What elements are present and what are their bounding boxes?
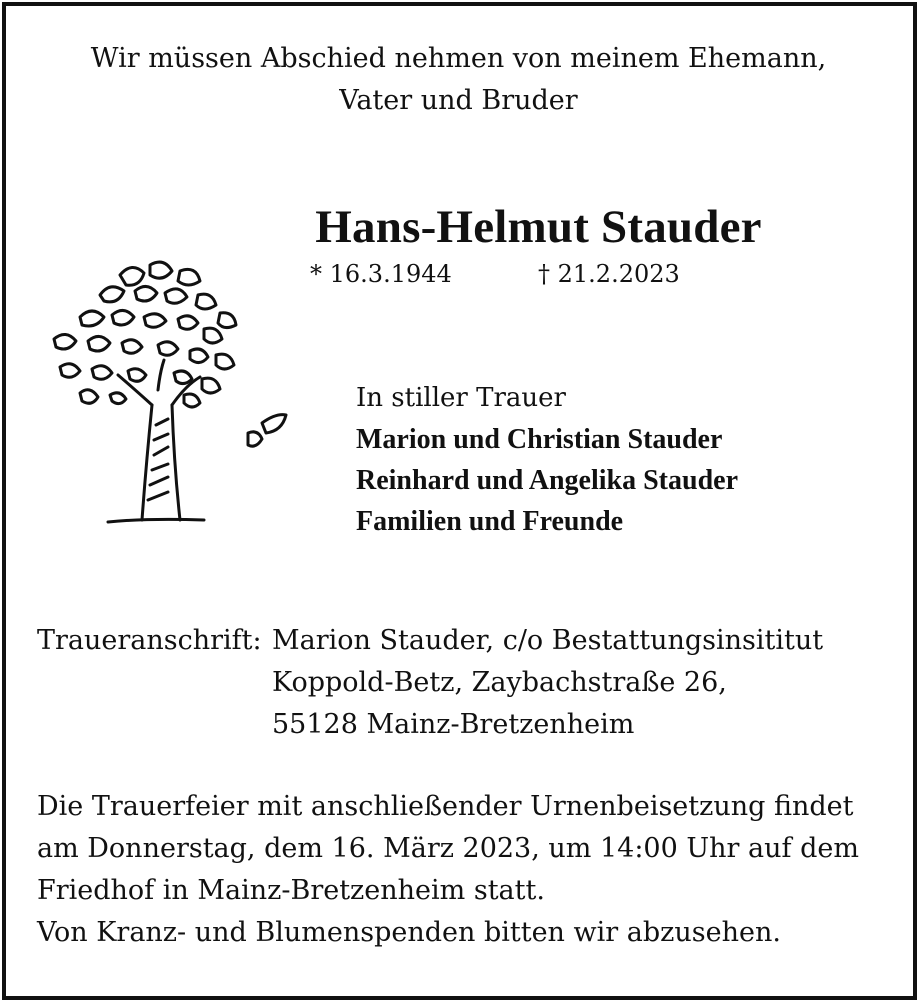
birth-date: * 16.3.1944 <box>310 260 452 288</box>
address-line: 55128 Mainz-Bretzenheim <box>272 709 635 740</box>
address-label: Traueranschrift: <box>37 625 262 656</box>
address-lines <box>272 620 823 746</box>
intro-text <box>40 38 877 122</box>
mourner-name: Familien und Freunde <box>356 506 624 537</box>
ceremony-line: Die Trauerfeier mit anschließender Urnenbeisetzung findet <box>37 791 854 822</box>
intro-line: Wir müssen Abschied nehmen von meinem Ehemann, <box>90 43 827 74</box>
ceremony-line: Friedhof in Mainz-Bretzenheim statt. <box>37 875 545 906</box>
address-line: Marion Stauder, c/o Bestattungsinsititut <box>272 625 824 656</box>
mourners-intro: In stiller Trauer <box>356 383 566 413</box>
address-line: Koppold-Betz, Zaybachstraße 26, <box>272 667 727 698</box>
mourner-name: Reinhard und Angelika Stauder <box>356 465 738 496</box>
mourner-name: Marion und Christian Stauder <box>356 424 723 455</box>
death-date: † 21.2.2023 <box>538 260 680 288</box>
tree-with-falling-leaf-icon <box>40 255 300 545</box>
ceremony-text <box>37 786 859 954</box>
ceremony-line: am Donnerstag, dem 16. März 2023, um 14:00 Uhr auf dem <box>37 833 859 864</box>
ceremony-line: Von Kranz- und Blumenspenden bitten wir abzusehen. <box>37 917 781 948</box>
mourners-block <box>356 378 738 542</box>
intro-line: Vater und Bruder <box>339 85 578 116</box>
deceased-name: Hans-Helmut Stauder <box>315 201 762 253</box>
